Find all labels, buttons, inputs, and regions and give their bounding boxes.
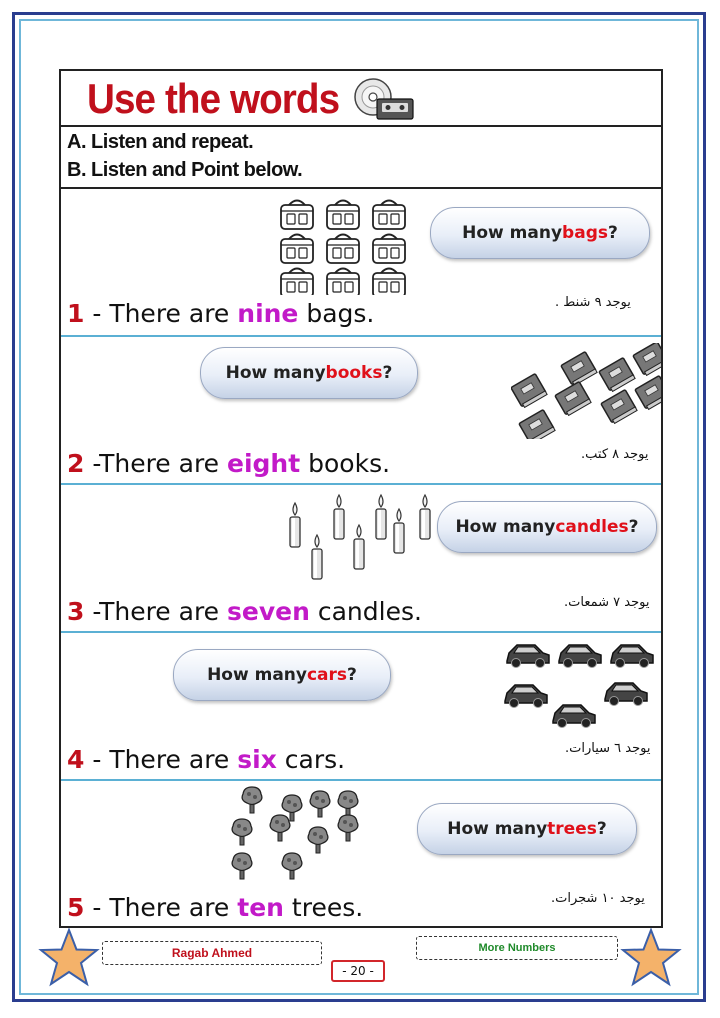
car-icon xyxy=(559,645,601,668)
bag-icon xyxy=(373,201,405,230)
instructions xyxy=(61,125,661,189)
arabic-translation-2: يوجد ٨ كتب. xyxy=(581,447,649,462)
question-keyword: books xyxy=(325,363,383,383)
number-word: seven xyxy=(227,597,310,626)
item-number: 1 xyxy=(67,299,85,328)
question-text: How many xyxy=(455,517,556,537)
tree-icon-group xyxy=(229,783,365,887)
star-icon xyxy=(38,928,100,988)
question-text: How many xyxy=(447,819,548,839)
number-word: eight xyxy=(227,449,301,478)
book-icon xyxy=(635,376,661,411)
book-icon-group xyxy=(511,343,661,439)
question-keyword: bags xyxy=(562,223,608,243)
item-2 xyxy=(61,337,661,483)
book-icon xyxy=(599,358,635,393)
author-name: Ragab Ahmed xyxy=(171,946,253,960)
bag-icon xyxy=(327,269,359,296)
question-mark: ? xyxy=(607,223,618,243)
candle-icon xyxy=(290,503,300,547)
candles-picture xyxy=(287,491,433,589)
candle-icon xyxy=(354,525,364,569)
bag-icon xyxy=(281,235,313,264)
question-mark: ? xyxy=(628,517,639,537)
sentence-start: -There are xyxy=(84,597,228,626)
bag-icon xyxy=(281,269,313,296)
arabic-translation-3: يوجد ٧ شمعات. xyxy=(564,595,650,610)
number-word: nine xyxy=(237,299,299,328)
number-word: ten xyxy=(237,893,284,922)
cd-cassette-icon xyxy=(353,77,415,121)
bag-icon xyxy=(373,235,405,264)
bag-icon-group xyxy=(277,195,412,295)
question-bubble-1[interactable] xyxy=(430,207,650,259)
sentence-start: - There are xyxy=(84,745,238,774)
tree-icon xyxy=(242,787,262,813)
car-icon xyxy=(611,645,653,668)
sentence-end: cars. xyxy=(276,745,346,774)
sentence-4 xyxy=(67,745,345,774)
book-icon xyxy=(555,382,591,417)
question-bubble-4[interactable] xyxy=(173,649,391,701)
arabic-translation-4: يوجد ٦ سيارات. xyxy=(565,741,651,756)
tree-icon xyxy=(282,853,302,879)
question-mark: ? xyxy=(382,363,393,383)
bag-icon xyxy=(327,235,359,264)
books-picture xyxy=(511,343,661,439)
car-icon-group xyxy=(503,635,659,739)
question-bubble-3[interactable] xyxy=(437,501,657,553)
tree-icon xyxy=(270,815,290,841)
candle-icon xyxy=(312,535,322,579)
question-keyword: candles xyxy=(555,517,629,537)
question-text: How many xyxy=(225,363,326,383)
bag-icon xyxy=(373,269,405,296)
tree-icon xyxy=(232,819,252,845)
book-icon xyxy=(633,343,661,376)
arabic-translation-1: يوجد ٩ شنط . xyxy=(555,295,631,310)
question-text: How many xyxy=(207,665,307,685)
sentence-end: candles. xyxy=(309,597,422,626)
sentence-end: trees. xyxy=(283,893,364,922)
item-3 xyxy=(61,485,661,631)
candle-icon-group xyxy=(287,491,433,589)
sentence-start: - There are xyxy=(84,893,238,922)
car-icon xyxy=(505,685,547,708)
tree-icon xyxy=(232,853,252,879)
question-mark: ? xyxy=(596,819,607,839)
item-number: 5 xyxy=(67,893,85,922)
question-bubble-5[interactable] xyxy=(417,803,637,855)
sentence-end: books. xyxy=(300,449,391,478)
item-number: 4 xyxy=(67,745,85,774)
author-box xyxy=(102,941,322,965)
sentence-5 xyxy=(67,893,363,922)
candle-icon xyxy=(334,495,344,539)
number-word: six xyxy=(237,745,277,774)
car-icon xyxy=(507,645,549,668)
car-icon xyxy=(605,683,647,706)
candle-icon xyxy=(420,495,430,539)
tree-icon xyxy=(338,815,358,841)
sentence-start: -There are xyxy=(84,449,228,478)
sentence-3 xyxy=(67,597,422,626)
item-number: 2 xyxy=(67,449,85,478)
item-5 xyxy=(61,781,661,927)
page-title: Use the words xyxy=(87,75,340,122)
tree-icon xyxy=(310,791,330,817)
topic-label: More Numbers xyxy=(478,942,556,954)
bags-picture xyxy=(277,195,412,295)
instruction-a: A. Listen and repeat. xyxy=(67,131,254,153)
cars-picture xyxy=(503,635,659,739)
arabic-translation-5: يوجد ١٠ شجرات. xyxy=(551,891,645,906)
question-mark: ? xyxy=(347,665,357,685)
instruction-b: B. Listen and Point below. xyxy=(67,159,303,181)
page-number: - 20 - xyxy=(331,960,385,982)
star-icon xyxy=(620,928,682,988)
sentence-end: bags. xyxy=(298,299,375,328)
worksheet xyxy=(59,69,663,928)
trees-picture xyxy=(229,783,365,887)
topic-box xyxy=(416,936,618,960)
bag-icon xyxy=(327,201,359,230)
title-row xyxy=(61,71,661,127)
tree-icon xyxy=(338,791,358,817)
question-keyword: trees xyxy=(547,819,597,839)
book-icon xyxy=(601,390,637,425)
sentence-1 xyxy=(67,299,374,328)
item-1 xyxy=(61,187,661,335)
bag-icon xyxy=(281,201,313,230)
candle-icon xyxy=(394,509,404,553)
book-icon xyxy=(519,410,555,439)
item-number: 3 xyxy=(67,597,85,626)
book-icon xyxy=(511,374,547,409)
question-text: How many xyxy=(462,223,563,243)
sentence-start: - There are xyxy=(84,299,238,328)
question-keyword: cars xyxy=(306,665,348,685)
car-icon xyxy=(553,705,595,728)
sentence-2 xyxy=(67,449,390,478)
tree-icon xyxy=(308,827,328,853)
candle-icon xyxy=(376,495,386,539)
item-4 xyxy=(61,633,661,779)
book-icon xyxy=(561,352,597,387)
question-bubble-2[interactable] xyxy=(200,347,418,399)
